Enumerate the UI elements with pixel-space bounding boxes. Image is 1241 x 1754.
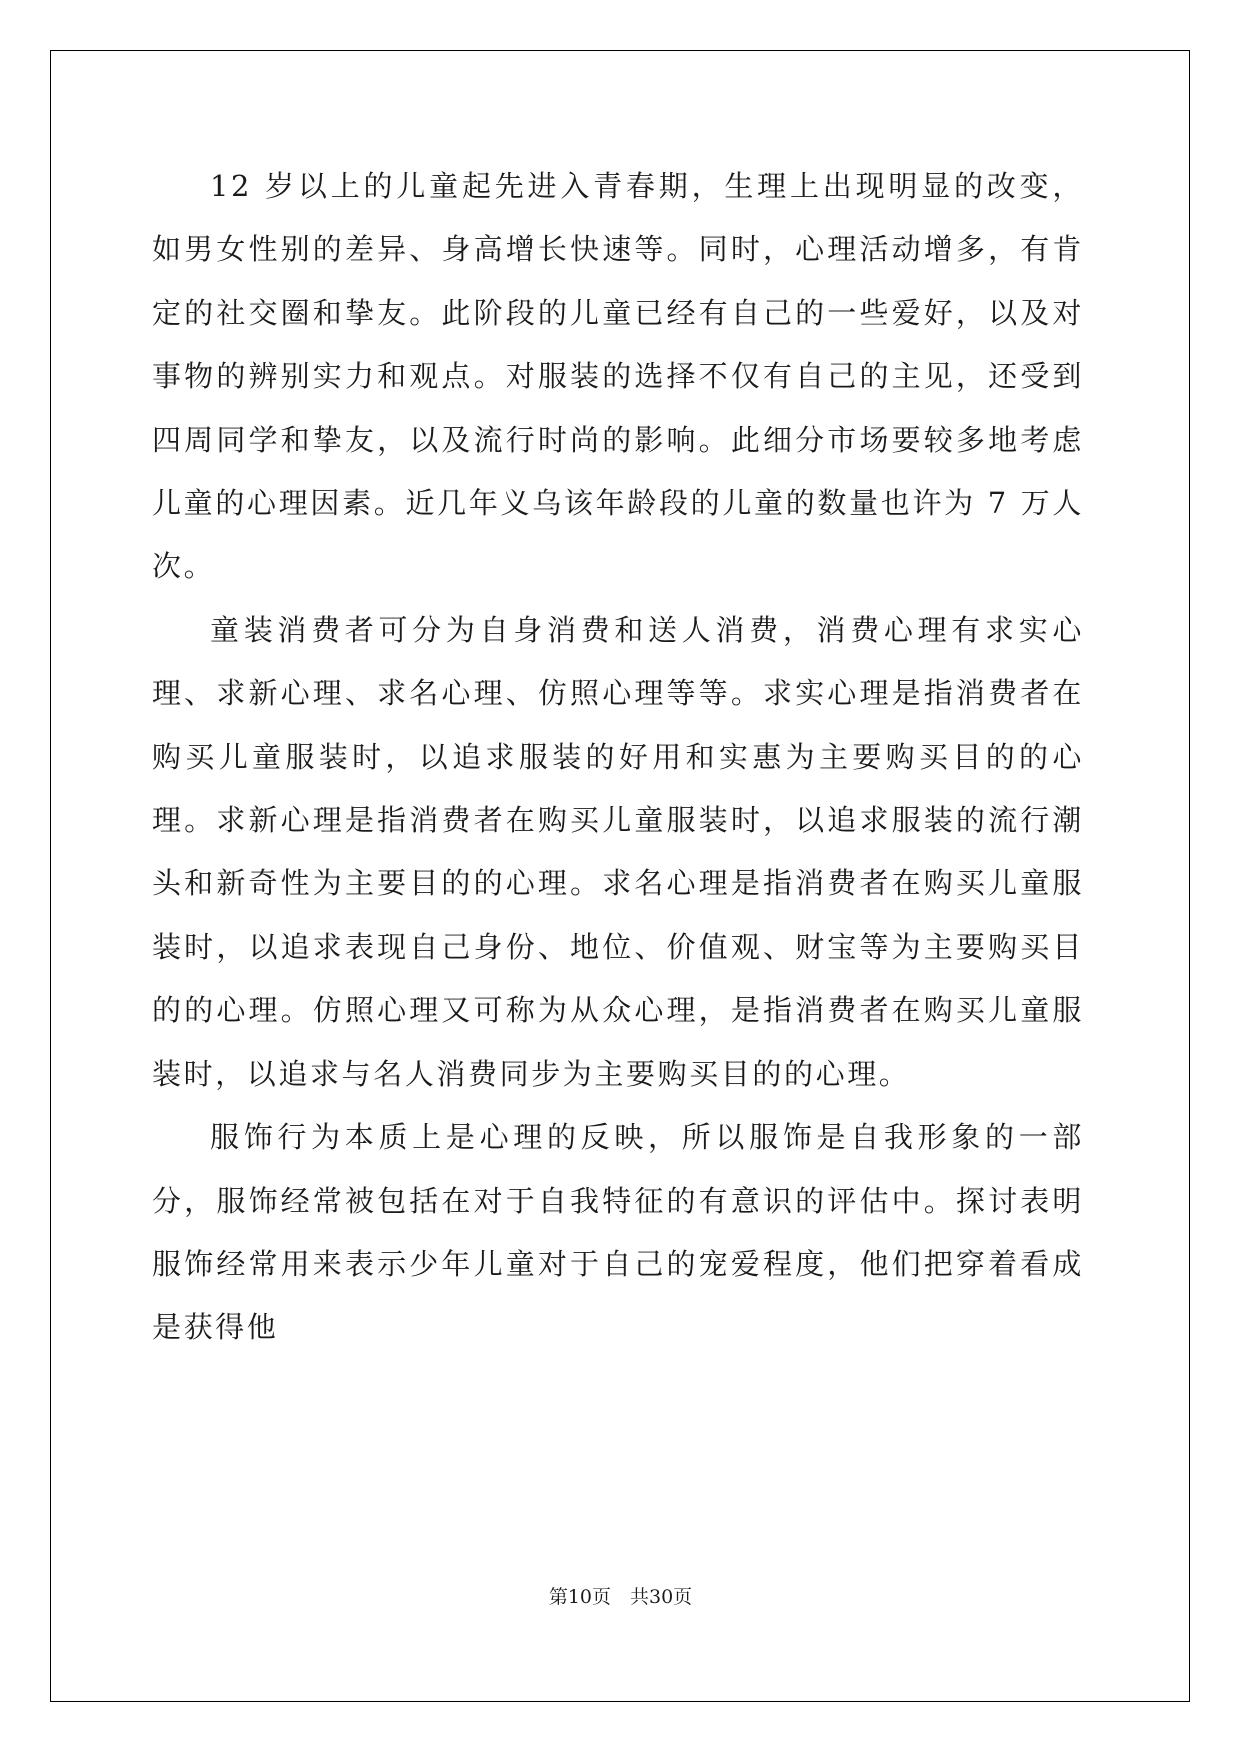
page-number-footer: 第10页 共30页 xyxy=(548,1586,693,1608)
paragraph-2: 童装消费者可分为自身消费和送人消费，消费心理有求实心理、求新心理、求名心理、仿照心理等等。求实心理是指消费者在购买儿童服装时，以追求服装的好用和实惠为主要购买目的的心理。求新心理是指消费者在购买儿童服装时，以追求服装的流行潮头和新奇性为主要目的的心理。求名心理是指消费者在购买儿童服装时，以追求表现自己身份、地位、价值观、财宝等为主要购买目的的心理。仿照心理又可称为从众心理，是指消费者在购买儿童服装时，以追求与名人消费同步为主要购买目的的心理。 xyxy=(152,612,1084,1091)
document-body xyxy=(152,155,1084,1360)
paragraph-1: 12 岁以上的儿童起先进入青春期，生理上出现明显的改变，如男女性别的差异、身高增长快速等。同时，心理活动增多，有肯定的社交圈和挚友。此阶段的儿童已经有自己的一些爱好，以及对事物的辨别实力和观点。对服装的选择不仅有自己的主见，还受到四周同学和挚友，以及流行时尚的影响。此细分市场要较多地考虑儿童的心理因素。近几年义乌该年龄段的儿童的数量也许为 7 万人次。 xyxy=(152,169,1084,584)
paragraph-3: 服饰行为本质上是心理的反映，所以服饰是自我形象的一部分，服饰经常被包括在对于自我特征的有意识的评估中。探讨表明服饰经常用来表示少年儿童对于自己的宠爱程度，他们把穿着看成是获得他 xyxy=(152,1120,1084,1345)
